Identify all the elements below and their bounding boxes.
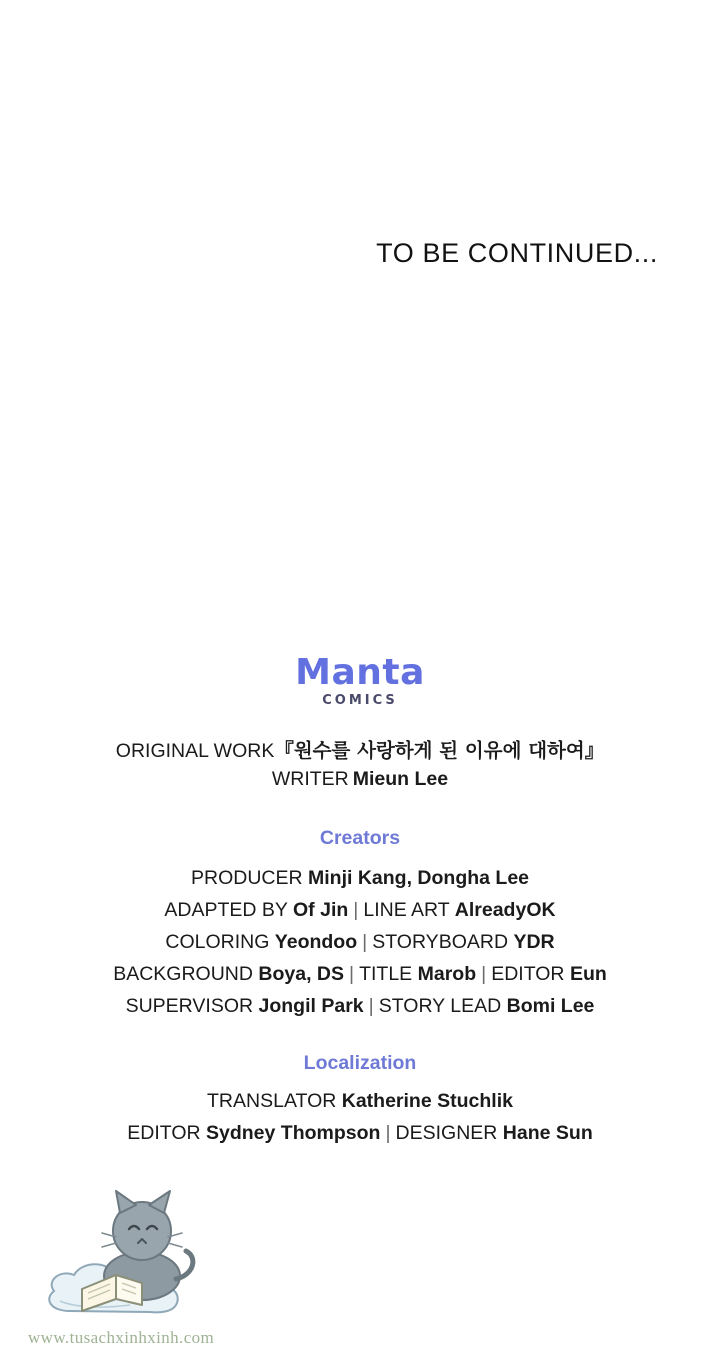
credit-separator: | bbox=[349, 963, 355, 985]
manta-comics-logo bbox=[295, 652, 425, 708]
original-work-label: ORIGINAL WORK bbox=[115, 740, 275, 762]
crew-line bbox=[0, 926, 720, 958]
logo-wordmark: Manta bbox=[295, 652, 425, 693]
crew-line bbox=[0, 1117, 720, 1149]
credit-separator: | bbox=[362, 931, 368, 953]
credit-value: Katherine Stuchlik bbox=[341, 1090, 513, 1112]
credit-label: TITLE bbox=[359, 963, 413, 985]
credit-separator: | bbox=[353, 899, 359, 921]
watermark-url: www.tusachxinhxinh.com bbox=[28, 1328, 215, 1347]
writer-name: Mieun Lee bbox=[352, 768, 449, 790]
crew-line bbox=[0, 862, 720, 894]
original-work-title: 『원수를 사랑하게 된 이유에 대하여』 bbox=[274, 739, 605, 762]
credit-separator: | bbox=[385, 1122, 391, 1144]
localization-heading: Localization bbox=[303, 1052, 417, 1074]
credit-label: ADAPTED BY bbox=[164, 899, 288, 921]
credit-label: PRODUCER bbox=[190, 867, 303, 889]
credit-value: Marob bbox=[417, 963, 477, 985]
crew-line bbox=[0, 990, 720, 1022]
to-be-continued-text: TO BE CONTINUED... bbox=[376, 238, 658, 268]
credit-value: AlreadyOK bbox=[454, 899, 556, 921]
credit-label: SUPERVISOR bbox=[125, 995, 254, 1017]
credit-value: Bomi Lee bbox=[506, 995, 595, 1017]
credit-value: Yeondoo bbox=[274, 931, 358, 953]
writer-line bbox=[0, 765, 720, 793]
credit-value: Of Jin bbox=[293, 899, 349, 921]
credit-separator: | bbox=[368, 995, 374, 1017]
original-work-line bbox=[0, 737, 720, 765]
localization-block bbox=[0, 1052, 720, 1149]
crew-line bbox=[0, 1085, 720, 1117]
credit-label: STORY LEAD bbox=[378, 995, 502, 1017]
creators-heading: Creators bbox=[319, 827, 401, 849]
credit-label: EDITOR bbox=[127, 1122, 201, 1144]
crew-line bbox=[0, 894, 720, 926]
credit-label: DESIGNER bbox=[395, 1122, 498, 1144]
credit-label: BACKGROUND bbox=[113, 963, 253, 985]
crew-line bbox=[0, 958, 720, 990]
writer-label: WRITER bbox=[271, 768, 349, 790]
logo-subtitle: COMICS bbox=[322, 693, 398, 708]
credit-value: YDR bbox=[513, 931, 555, 953]
credits-block bbox=[0, 652, 720, 1149]
credit-label: LINE ART bbox=[363, 899, 450, 921]
credit-label: COLORING bbox=[165, 931, 270, 953]
credit-label: EDITOR bbox=[491, 963, 565, 985]
credit-label: STORYBOARD bbox=[372, 931, 509, 953]
credit-separator: | bbox=[481, 963, 487, 985]
credit-value: Jongil Park bbox=[258, 995, 364, 1017]
credit-value: Sydney Thompson bbox=[206, 1122, 381, 1144]
credit-label: TRANSLATOR bbox=[207, 1090, 337, 1112]
cat-watermark-illustration bbox=[30, 1171, 260, 1346]
credit-value: Boya, DS bbox=[258, 963, 345, 985]
credit-value: Hane Sun bbox=[502, 1122, 593, 1144]
credit-value: Minji Kang, Dongha Lee bbox=[308, 867, 530, 889]
credit-value: Eun bbox=[569, 963, 607, 985]
